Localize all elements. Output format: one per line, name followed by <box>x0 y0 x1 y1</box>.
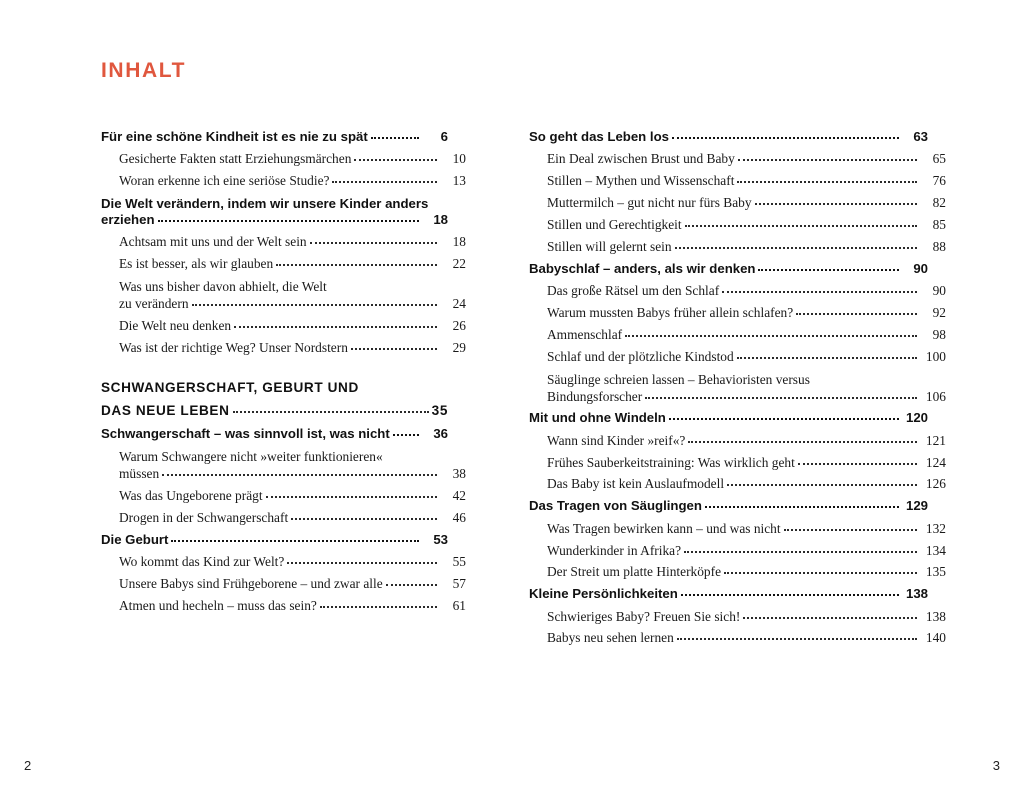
toc-entry-page: 18 <box>433 212 448 228</box>
toc-entry-page: 88 <box>932 238 946 254</box>
toc-leader-dots <box>371 136 419 139</box>
toc-leader-dots <box>681 593 899 596</box>
toc-leader-dots <box>291 517 437 520</box>
toc-leader-dots <box>320 605 437 608</box>
toc-leader-dots <box>266 495 437 498</box>
toc-leader-dots <box>171 539 419 542</box>
toc-entry[interactable] <box>529 411 928 424</box>
toc-entry[interactable] <box>101 130 448 143</box>
toc-entry-label: Was Tragen bewirken kann – und was nicht <box>547 520 781 536</box>
toc-entry-page: 53 <box>433 531 448 547</box>
toc-entry[interactable] <box>529 522 946 535</box>
toc-entry-page: 46 <box>452 509 466 525</box>
toc-entry-page: 129 <box>905 498 928 514</box>
toc-entry-page: 90 <box>932 282 946 298</box>
toc-leader-dots <box>393 433 419 436</box>
toc-entry-page: 138 <box>925 608 946 624</box>
toc-entry-page: 36 <box>433 425 448 441</box>
toc-entry[interactable] <box>101 555 466 568</box>
toc-leader-dots <box>784 528 917 531</box>
toc-entry[interactable] <box>529 284 946 297</box>
toc-leader-dots <box>688 440 917 443</box>
toc-entry-page: 138 <box>905 586 928 602</box>
toc-entry-label-line: Warum Schwangere nicht »weiter funktionieren« <box>119 449 383 465</box>
toc-entry[interactable] <box>101 152 466 165</box>
toc-entry-label: Babyschlaf – anders, als wir denken <box>529 260 756 276</box>
toc-entry-label: Die Geburt <box>101 531 169 547</box>
toc-entry-page: 120 <box>905 410 928 426</box>
toc-leader-dots <box>645 396 917 399</box>
toc-leader-dots <box>351 347 437 350</box>
toc-entry-label: Ein Deal zwischen Brust und Baby <box>547 151 735 167</box>
toc-leader-dots <box>386 583 437 586</box>
toc-leader-dots <box>685 224 917 227</box>
toc-entry[interactable] <box>101 319 466 332</box>
toc-leader-dots <box>758 268 899 271</box>
toc-entry-page: 38 <box>452 466 466 482</box>
toc-entry-page: 98 <box>932 326 946 342</box>
folio-right: 3 <box>992 758 1000 773</box>
toc-entry[interactable] <box>529 456 946 469</box>
toc-entry[interactable] <box>529 306 946 319</box>
toc-entry-label: Schwangerschaft – was sinnvoll ist, was nicht <box>101 425 390 441</box>
toc-leader-dots <box>722 290 917 293</box>
toc-entry-label-line: Säuglinge schreien lassen – Behavioristen versus <box>547 371 810 387</box>
toc-entry-page: 63 <box>913 129 928 144</box>
toc-entry-page: 140 <box>925 630 946 646</box>
toc-entry-label: Stillen will gelernt sein <box>547 238 672 254</box>
toc-entry-label: Mit und ohne Windeln <box>529 410 666 426</box>
toc-entry[interactable] <box>101 235 466 248</box>
folio-left: 2 <box>24 758 32 773</box>
toc-leader-dots <box>354 158 437 161</box>
toc-entry[interactable] <box>529 565 946 578</box>
toc-entry-label: Stillen – Mythen und Wissenschaft <box>547 173 735 189</box>
toc-entry[interactable] <box>529 130 928 143</box>
toc-entry-label: Das große Rätsel um den Schlaf <box>547 282 720 298</box>
toc-entry-page: 13 <box>452 173 466 189</box>
toc-entry-label: Was das Ungeborene prägt <box>119 487 263 503</box>
toc-entry-page: 132 <box>925 520 946 536</box>
toc-entry-label-line: Die Welt verändern, indem wir unsere Kinder anders <box>101 196 429 212</box>
toc-entry-page: 57 <box>452 575 466 591</box>
toc-entry-label: Kleine Persönlichkeiten <box>529 586 678 602</box>
toc-columns <box>0 128 1024 653</box>
toc-entry-page: 85 <box>932 216 946 232</box>
toc-entry-label: Was ist der richtige Weg? Unser Nordstern <box>119 339 348 355</box>
toc-leader-dots <box>743 616 917 619</box>
toc-entry-label: Frühes Sauberkeitstraining: Was wirklich geht <box>547 454 795 470</box>
toc-entry-label: So geht das Leben los <box>529 129 669 144</box>
toc-leader-dots <box>162 473 437 476</box>
toc-leader-dots <box>796 312 917 315</box>
toc-entry[interactable] <box>101 599 466 612</box>
toc-leader-dots <box>737 356 917 359</box>
toc-entry-page: 82 <box>932 195 946 211</box>
toc-entry[interactable] <box>529 499 928 512</box>
toc-entry[interactable] <box>529 152 946 165</box>
toc-entry[interactable] <box>529 350 946 363</box>
toc-leader-dots <box>677 637 917 640</box>
toc-entry-page: 42 <box>452 487 466 503</box>
toc-entry-label: Woran erkenne ich eine seriöse Studie? <box>119 173 330 189</box>
toc-entry-page: 61 <box>452 597 466 613</box>
toc-entry-page: 26 <box>452 317 466 333</box>
toc-entry[interactable] <box>529 587 928 600</box>
toc-leader-dots <box>738 158 917 161</box>
toc-entry[interactable] <box>529 610 946 623</box>
toc-entry[interactable] <box>529 477 946 490</box>
toc-entry[interactable] <box>529 196 946 209</box>
toc-entry-label: Unsere Babys sind Frühgeborene – und zwar alle <box>119 575 383 591</box>
toc-entry[interactable] <box>529 174 946 187</box>
toc-leader-dots <box>724 571 917 574</box>
toc-entry-page: 65 <box>932 151 946 167</box>
toc-entry-label: Muttermilch – gut nicht nur fürs Baby <box>547 195 752 211</box>
toc-entry-label: Atmen und hecheln – muss das sein? <box>119 597 317 613</box>
toc-entry[interactable] <box>101 577 466 590</box>
toc-entry-label: Warum mussten Babys früher allein schlafen? <box>547 304 794 320</box>
toc-entry-page: 124 <box>925 454 946 470</box>
toc-leader-dots <box>192 303 437 306</box>
toc-entry[interactable] <box>101 174 466 187</box>
toc-entry-page: 100 <box>925 348 946 364</box>
toc-entry[interactable] <box>529 240 946 253</box>
toc-entry-label: Babys neu sehen lernen <box>547 630 674 646</box>
toc-entry-page: 29 <box>452 339 466 355</box>
toc-entry[interactable] <box>529 434 946 447</box>
toc-entry-label: erziehen <box>101 212 155 228</box>
toc-entry-page: 10 <box>452 151 466 167</box>
toc-entry-label: DAS NEUE LEBEN <box>101 403 230 419</box>
toc-entry[interactable] <box>529 262 928 275</box>
toc-leader-dots <box>727 483 917 486</box>
toc-entry-page: 134 <box>925 542 946 558</box>
toc-leader-dots <box>755 202 917 205</box>
toc-entry-label: Es ist besser, als wir glauben <box>119 256 274 272</box>
toc-leader-dots <box>234 325 437 328</box>
toc-entry[interactable] <box>101 297 466 310</box>
toc-entry-page: 126 <box>925 476 946 492</box>
toc-entry[interactable] <box>101 489 466 502</box>
toc-entry-page: 6 <box>440 129 448 144</box>
toc-entry[interactable] <box>529 544 946 557</box>
toc-leader-dots <box>625 334 917 337</box>
toc-leader-dots <box>332 180 437 183</box>
toc-entry-page: 22 <box>452 256 466 272</box>
toc-entry-page: 135 <box>925 564 946 580</box>
toc-leader-dots <box>287 561 437 564</box>
toc-entry-page: 121 <box>925 432 946 448</box>
toc-entry-label-line: Was uns bisher davon abhielt, die Welt <box>119 279 327 295</box>
toc-leader-dots <box>158 219 419 222</box>
toc-leader-dots <box>798 462 917 465</box>
toc-column-right <box>462 128 1024 653</box>
toc-entry-label: müssen <box>119 466 160 482</box>
toc-column-left <box>0 128 466 653</box>
toc-entry-page: 92 <box>932 304 946 320</box>
toc-entry-label: Bindungsforscher <box>547 388 643 404</box>
toc-leader-dots <box>669 417 899 420</box>
toc-entry[interactable] <box>101 427 448 440</box>
toc-leader-dots <box>737 180 917 183</box>
toc-entry-page: 90 <box>913 260 928 276</box>
toc-section-header-line2[interactable] <box>101 404 448 418</box>
toc-entry-label: Stillen und Gerechtigkeit <box>547 216 682 232</box>
toc-entry[interactable] <box>101 467 466 480</box>
page-title: INHALT <box>101 59 187 82</box>
toc-entry-label: Ammenschlaf <box>547 326 623 342</box>
toc-entry-page: 35 <box>431 403 448 419</box>
toc-entry-label: Schlaf und der plötzliche Kindstod <box>547 348 734 364</box>
toc-entry-page: 55 <box>452 553 466 569</box>
toc-entry-label: Drogen in der Schwangerschaft <box>119 509 289 525</box>
toc-entry-label: Wunderkinder in Afrika? <box>547 542 682 558</box>
toc-entry-page: 24 <box>452 296 466 312</box>
toc-leader-dots <box>672 136 899 139</box>
toc-entry-label: Das Tragen von Säuglingen <box>529 498 702 514</box>
toc-entry-page: 76 <box>932 173 946 189</box>
toc-leader-dots <box>233 410 429 413</box>
toc-entry[interactable] <box>529 328 946 341</box>
toc-entry[interactable] <box>529 218 946 231</box>
toc-leader-dots <box>675 246 917 249</box>
toc-entry-label: Gesicherte Fakten statt Erziehungsmärchen <box>119 151 352 167</box>
toc-leader-dots <box>684 550 917 553</box>
toc-entry-label: Schwieriges Baby? Freuen Sie sich! <box>547 608 741 624</box>
toc-entry[interactable] <box>101 511 466 524</box>
toc-entry[interactable] <box>529 631 946 644</box>
toc-entry-page: 106 <box>925 388 946 404</box>
toc-section-header-line1: SCHWANGERSCHAFT, GEBURT UND <box>101 380 359 396</box>
toc-section-header[interactable] <box>101 380 448 418</box>
toc-leader-dots <box>310 241 437 244</box>
toc-entry-label: Wo kommt das Kind zur Welt? <box>119 553 285 569</box>
toc-leader-dots <box>705 505 899 508</box>
toc-entry-label: Wann sind Kinder »reif«? <box>547 432 686 448</box>
toc-entry-label: Der Streit um platte Hinterköpfe <box>547 564 722 580</box>
toc-entry[interactable] <box>529 390 946 403</box>
toc-entry[interactable] <box>101 257 466 270</box>
toc-entry[interactable] <box>101 533 448 546</box>
toc-entry-label: Für eine schöne Kindheit ist es nie zu spät <box>101 129 368 144</box>
toc-entry-label: zu verändern <box>119 296 189 312</box>
toc-leader-dots <box>276 263 437 266</box>
toc-entry-label: Die Welt neu denken <box>119 317 232 333</box>
toc-entry-label: Achtsam mit uns und der Welt sein <box>119 234 307 250</box>
toc-entry-label: Das Baby ist kein Auslaufmodell <box>547 476 725 492</box>
toc-entry-page: 18 <box>452 234 466 250</box>
toc-entry[interactable] <box>101 213 448 226</box>
toc-entry[interactable] <box>101 341 466 354</box>
